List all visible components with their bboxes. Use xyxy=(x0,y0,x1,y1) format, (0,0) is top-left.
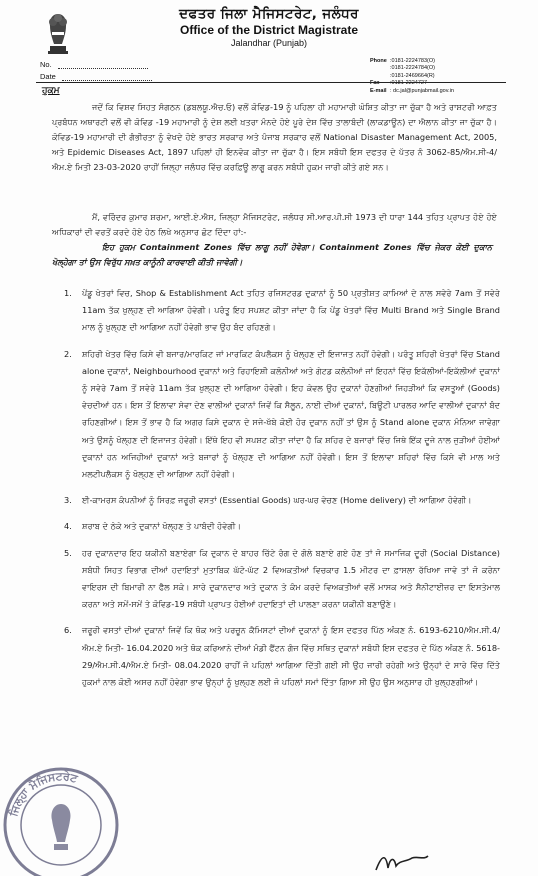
office-title-punjabi: ਦਫਤਰ ਜਿਲਾ ਮੈਜਿਸਟਰੇਟ, ਜਲੰਧਰ xyxy=(179,6,359,22)
contact-line: :0181-2224784(O) xyxy=(390,65,435,72)
office-city: Jalandhar (Punjab) xyxy=(230,38,308,48)
list-item: 1. ਪੇਂਡੂ ਖੇਤਰਾਂ ਵਿਚ, Shop & Establishment Act ਤਹਿਤ ਰਜਿਸਟਰਡ ਦੁਕਾਨਾਂ ਨੂੰ 50 ਪ੍ਰਤੀਸ਼ਤ ਕਾਮਿਆਂ ਦੇ ਨਾਲ ਸਵੇਰੇ 7am ਤੋਂ ਸਵੇਰੇ 11am ਤੱਕ ਖੁਲ੍ਹਣ ਦੀ ਆਗਿਆ ਹੋਵੇਗੀ। ਪਰੰਤੂ ਇਹ ਸਪਸ਼ਟ ਕੀਤਾ ਜਾਂਦਾ ਹੈ ਕਿ ਪੇਂਡੂ ਖੇਤਰਾਂ ਵਿੱਚ Multi Brand ਅਤੇ Single Brand ਮਾਲ ਨੂੰ ਖੁਲ੍ਹਣ ਦੀ ਆਗਿਆ ਨਹੀਂ ਹੋਵੇਗੀ ਭਾਵ ਉਹ ਬੰਦ ਰਹਿਣਗੇ। xyxy=(64,288,500,333)
contact-line: Phone :0181-2224783(O) xyxy=(370,58,435,64)
list-item: 4. ਸ਼ਰਾਬ ਦੇ ਠੇਕੇ ਅਤੇ ਦੁਕਾਨਾਂ ਖੋਲ੍ਹਣ ਤੇ ਪਾਬੰਦੀ ਹੋਵੇਗੀ। xyxy=(64,521,242,532)
contact-line: Fax :0181-2224727 xyxy=(370,80,428,87)
order-items-list xyxy=(52,285,500,700)
office-title-english: Office of the District Magistrate xyxy=(179,23,359,37)
paragraph-authority: ਮੈਂ, ਵਰਿੰਦਰ ਕੁਮਾਰ ਸ਼ਰਮਾ, ਆਈ.ਏ.ਐਸ, ਜਿਲ੍ਹਾ ਮੈਜਿਸਟਰੇਟ, ਜਲੰਧਰ ਸੀ.ਆਰ.ਪੀ.ਸੀ 1973 ਦੀ ਧਾਰਾ 144 ਤਹਿਤ ਪ੍ਰਾਪਤ ਹੋਏ ਹੋਏ ਅਧਿਕਾਰਾਂ ਦੀ ਵਰਤੋਂ ਕਰਦੇ ਹੋਏ ਹੇਠ ਲਿਖੇ ਅਨੁਸਾਰ ਛੋਟ ਦਿੰਦਾ ਹਾਂ:- xyxy=(52,212,497,237)
paragraph-preamble: ਜਦੋਂ ਕਿ ਵਿਸ਼ਵ ਸਿਹਤ ਸੰਗਠਨ (ਡਬਲਯੂ.ਐਚ.ਓ) ਵਲੋਂ ਕੋਵਿਡ-19 ਨੂੰ ਪਹਿਲਾ ਹੀ ਮਹਾਮਾਰੀ ਘੋਸ਼ਿਤ ਕੀਤਾ ਜਾ ਚੁੱਕਾ ਹੈ ਅਤੇ ਰਾਸ਼ਟਰੀ ਆਫ਼ਤ ਪ੍ਰਬੰਧਨ ਅਥਾਰਟੀ ਵਲੋਂ ਵੀ ਕੋਵਿਡ -19 ਮਹਾਮਾਰੀ ਨੂੰ ਦੇਸ਼ ਲਈ ਖ਼ਤਰਾ ਮੰਨਦੇ ਹੋਏ ਪੂਰੇ ਦੇਸ਼ ਵਿੱਚ ਤਾਲਾਬੰਦੀ (ਲਾਕਡਾਊਨ) ਦਾ ਐਲਾਨ ਕੀਤਾ ਜਾ ਚੁੱਕਾ ਹੈ। ਕੋਵਿਡ-19 ਮਹਾਮਾਰੀ ਦੀ ਗੰਭੀਰਤਾ ਨੂੰ ਵੇਖਦੇ ਹੋਏ ਭਾਰਤ ਸਰਕਾਰ ਅਤੇ ਪੰਜਾਬ ਸਰਕਾਰ ਵਲੋਂ National Disaster Management Act, 2005, ਅਤੇ Epidemic Diseases Act, 1897 ਪਹਿਲਾਂ ਹੀ ਇਨਵੋਕ ਕੀਤਾ ਜਾ ਚੁੱਕਾ ਹੈ। ਇਸ ਸਬੰਧੀ ਇਸ ਦਫਤਰ ਦੇ ਪੱਤਰ ਨੰ 3062-85/ਐਮ.ਸੀ-4/ਐਮ.ਏ ਮਿਤੀ 23-03-2020 ਰਾਹੀਂ ਜਿਲ੍ਹਾ ਜਲੰਧਰ ਵਿੱਚ ਕਰਫ਼ਿਊ ਲਾਗੂ ਕਰਨ ਸਬੰਧੀ ਹੁਕਮ ਜਾਰੀ ਕੀਤੇ ਗਏ ਸਨ। xyxy=(52,102,497,172)
list-item: 6. ਜਰੂਰੀ ਵਸਤਾਂ ਦੀਆਂ ਦੁਕਾਨਾਂ ਜਿਵੇਂ ਕਿ ਥੋਕ ਅਤੇ ਪਰਚੂਨ ਕੈਮਿਸਟਾਂ ਦੀਆਂ ਦੁਕਾਨਾਂ ਨੂੰ ਇਸ ਦਫਤਰ ਪਿੱਠ ਅੰਕਣ ਨੰ. 6193-6210/ਐਮ.ਸੀ.4/ਐਮ.ਏ ਮਿਤੀ- 16.04.2020 ਅਤੇ ਥੋਕ ਕਰਿਆਨੇ ਦੀਆਂ ਮੰਡੀ ਫੈਂਟਨ ਗੰਜ ਵਿੱਚ ਸਥਿਤ ਦੁਕਾਨਾਂ ਸਬੰਧੀ ਇਸ ਦਫਤਰ ਦੇ ਪਿੱਠ ਅੰਕਣ ਨੰ. 5618-29/ਐਮ.ਸੀ.4/ਐਮ.ਏ ਮਿਤੀ- 08.04.2020 ਰਾਹੀਂ ਜੋ ਪਹਿਲਾਂ ਆਗਿਆ ਦਿੱਤੀ ਗਈ ਸੀ ਉਹ ਜਾਰੀ ਰਹੇਗੀ ਅਤੇ ਉਨ੍ਹਾਂ ਦੇ ਸਾਰੇ ਵਿੱਚ ਦਿੱਤੇ ਹੁਕਮਾਂ ਨਾਲ ਕੋਈ ਅਸਰ ਨਹੀਂ ਹੋਵੇਗਾ ਭਾਵ ਉਨ੍ਹਾਂ ਨੂੰ ਖੁਲ੍ਹਣ ਲਈ ਜੋ ਪਹਿਲਾਂ ਸਮਾਂ ਦਿੱਤਾ ਗਿਆ ਸੀ ਉਹ ਉਸ ਅਨੁਸਾਰ ਹੀ ਖੁਲ੍ਹਣਗੀਆਂ। xyxy=(64,625,500,688)
stamp-text: ਜਿਲ੍ਹਾ ਮੈਜਿਸਟਰੇਟ xyxy=(6,769,79,818)
contact-block xyxy=(370,58,454,95)
reference-number: No. xyxy=(40,60,148,69)
list-item: 5. ਹਰ ਦੁਕਾਨਦਾਰ ਇਹ ਯਕੀਨੀ ਬਣਾਏਗਾ ਕਿ ਦੁਕਾਨ ਦੇ ਬਾਹਰ ਚਿੱਟੇ ਰੰਗ ਦੇ ਗੋਲੇ ਬਣਾਏ ਗਏ ਹੋਣ ਤਾਂ ਜੋ ਸਮਾਜਿਕ ਦੂਰੀ (Social Distance) ਸਬੰਧੀ ਸਿਹਤ ਵਿਭਾਗ ਦੀਆਂ ਹਦਾਇਤਾਂ ਮੁਤਾਬਿਕ ਘੱਟੋ-ਘੱਟ 2 ਵਿਅਕਤੀਆਂ ਵਿਚਕਾਰ 1.5 ਮੀਟਰ ਦਾ ਫ਼ਾਸਲਾ ਰੱਖਿਆ ਜਾਵੇ ਤਾਂ ਜੋ ਕਰੋਨਾ ਵਾਇਰਸ ਦੀ ਬਿਮਾਰੀ ਨਾ ਫੈਲ ਸਕੇ। ਸਾਰੇ ਦੁਕਾਨਦਾਰ ਅਤੇ ਦੁਕਾਨ ਤੇ ਕੰਮ ਕਰਦੇ ਵਿਅਕਤੀਆਂ ਵਲੋਂ ਮਾਸਕ ਅਤੇ ਸੈਨੀਟਾਈਜ਼ਰ ਦਾ ਇਸਤੇਮਾਲ ਕਰਨਾ ਅਤੇ ਸਮੇਂ-ਸਮੇਂ ਤੇ ਕੋਵਿਡ-19 ਸਬੰਧੀ ਪ੍ਰਾਪਤ ਹੋਈਆਂ ਹਦਾਇਤਾਂ ਦੀ ਪਾਲਣਾ ਕਰਨਾ ਯਕੀਨੀ ਬਣਾਉਣੇ। xyxy=(64,547,500,610)
list-item: 2. ਸ਼ਹਿਰੀ ਖੇਤਰ ਵਿੱਚ ਕਿਸੇ ਵੀ ਬਜਾਰ/ਮਾਰਕਿਟ ਜਾਂ ਮਾਰਕਿਟ ਕੰਪਲੈਕਸ ਨੂੰ ਖੋਲ੍ਹਣ ਦੀ ਇਜਾਜਤ ਨਹੀਂ ਹੋਵੇਗੀ। ਪਰੰਤੂ ਸ਼ਹਿਰੀ ਖੇਤਰਾਂ ਵਿੱਚ Stand alone ਦੁਕਾਨਾਂ, Neighbourhood ਦੁਕਾਨਾਂ ਅਤੇ ਰਿਹਾਇਸ਼ੀ ਕਲੋਨੀਆਂ ਅਤੇ ਗੇਟਡ ਕਲੋਨੀਆਂ ਜਾਂ ਇਹਨਾਂ ਵਿੱਚ ਇਕੱਲੀਆਂ-ਇਕੱਲੀਆਂ ਦੁਕਾਨਾਂ ਨੂੰ ਸਵੇਰੇ 7am ਤੋਂ ਸਵੇਰੇ 11am ਤੱਕ ਖੁਲ੍ਹਣ ਦੀ ਆਗਿਆ ਹੋਵੇਗੀ। ਇਹ ਕੇਵਲ ਉਹ ਦੁਕਾਨਾਂ ਹੋਣਗੀਆਂ ਜਿਹੜੀਆਂ ਕਿ ਵਸਤੂਆਂ (Goods) ਵੇਚਦੀਆਂ ਹਨ। ਇਸ ਤੋਂ ਇਲਾਵਾ ਸੇਵਾ ਦੇਣ ਵਾਲੀਆਂ ਦੁਕਾਨਾਂ ਜਿਵੇਂ ਕਿ ਸੈਲੂਨ, ਨਾਈ ਦੀਆਂ ਦੁਕਾਨਾਂ, ਬਿਊਟੀ ਪਾਰਲਰ ਆਦਿ ਵਾਲੀਆਂ ਦੁਕਾਨਾਂ ਬੰਦ ਰਹਿਣਗੀਆਂ। ਇਸ ਤੋਂ ਭਾਵ ਹੈ ਕਿ ਅਗਰ ਕਿਸੇ ਦੁਕਾਨ ਦੇ ਸਜੇ-ਖੱਬੇ ਕੋਈ ਹੋਰ ਦੁਕਾਨ ਨਹੀਂ ਤਾਂ ਉਸ ਨੂੰ Stand alone ਦੁਕਾਨ ਮੰਨਿਆ ਜਾਵੇਗਾ ਅਤੇ ਉਸਨੂੰ ਖੋਲ੍ਹਣ ਦੀ ਇਜਾਜਤ ਹੋਵੇਗੀ। ਇੱਥੇ ਇਹ ਵੀ ਸਪਸ਼ਟ ਕੀਤਾ ਜਾਂਦਾ ਹੈ ਕਿ ਸ਼ਹਿਰ ਦੇ ਬਜਾਰਾਂ ਵਿੱਚ ਜਿਥੇ ਇੱਕ ਦੂਜੇ ਨਾਲ ਜੁੜੀਆਂ ਹੋਈਆਂ ਦੁਕਾਨਾਂ ਹਨ ਅਜਿਹੀਆਂ ਦੁਕਾਨਾਂ ਅਤੇ ਬਜਾਰਾਂ ਨੂੰ ਖੋਲ੍ਹਣ ਦੀ ਆਗਿਆ ਨਹੀਂ ਹੋਵੇਗੀ। ਇਸ ਤੋਂ ਇਲਾਵਾ ਸ਼ਹਿਰਾਂ ਵਿੱਚ ਕਿਸੇ ਵੀ ਮਾਲ ਅਤੇ ਮਲਟੀਪਲੈਕਸ ਨੂੰ ਖੋਲ੍ਹਣ ਦੀ ਆਗਿਆ ਨਹੀਂ ਹੋਵੇਗੀ। xyxy=(64,348,500,480)
order-heading: ਹੁਕਮ xyxy=(42,86,60,96)
contact-line: :0181-2469664(R) xyxy=(390,72,435,79)
header-divider xyxy=(36,82,506,83)
official-seal-stamp xyxy=(2,766,120,876)
signature-icon xyxy=(372,850,432,876)
paragraph-containment-note: ਇਹ ਹੁਕਮ Containment Zones ਵਿੱਚ ਲਾਗੂ ਨਹੀਂ ਹੋਵੇਗਾ। Containment Zones ਵਿੱਚ ਜੇਕਰ ਕੋਈ ਦੁਕਾਨ ਖੋਲ੍ਹੇਗਾ ਤਾਂ ਉਸ ਵਿਰੁੱਧ ਸਖ਼ਤ ਕਾਨੂੰਨੀ ਕਾਰਵਾਈ ਕੀਤੀ ਜਾਵੇਗੀ। xyxy=(52,242,492,267)
contact-line: E-mail : dc.jal@punjabmail.gov.in xyxy=(370,87,454,94)
letterhead xyxy=(0,6,538,48)
list-item: 3. ਈ-ਕਾਮਰਸ ਕੰਪਨੀਆਂ ਨੂੰ ਸਿਰਫ਼ ਜਰੂਰੀ ਵਸਤਾਂ (Essential Goods) ਘਰ-ਘਰ ਵੇਚਣ (Home delivery) ਦੀ ਆਗਿਆ ਹੋਵੇਗੀ। xyxy=(64,495,472,506)
reference-date: Date xyxy=(40,72,152,81)
